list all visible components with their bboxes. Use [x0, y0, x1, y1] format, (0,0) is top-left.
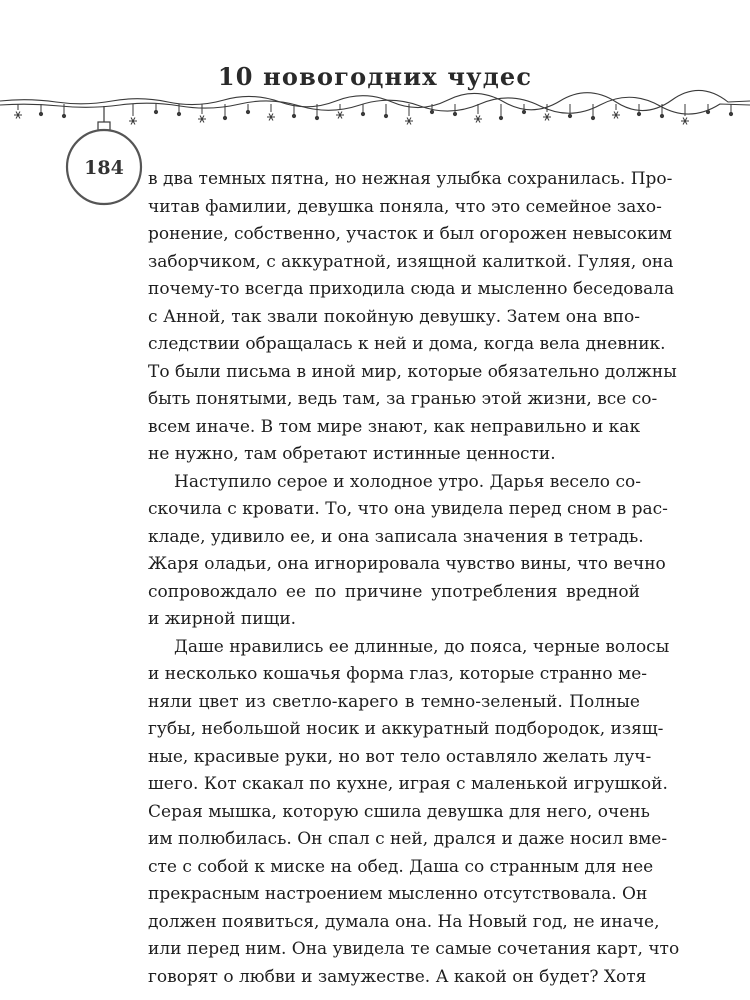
text-line: или перед ним. Она увидела те самые сочетания карт, что — [148, 939, 680, 959]
bead-icon — [361, 112, 364, 115]
bead-icon — [706, 110, 709, 113]
bead-icon — [223, 116, 226, 119]
text-line: Серая мышка, которую сшила девушка для него, очень — [148, 801, 650, 822]
snowflake-icon — [405, 118, 413, 125]
text-line: губы, небольшой носик и аккуратный подбородок, изящ- — [148, 719, 664, 739]
bead-icon — [154, 110, 157, 113]
bead-icon — [315, 116, 318, 119]
bead-icon — [177, 112, 180, 115]
paragraph — [148, 634, 680, 992]
text-line: Жаря оладьи, она игнорировала чувство вины, что вечно — [148, 554, 666, 574]
text-line: Наступило серое и холодное утро. Дарья весело со- — [174, 471, 641, 492]
text-line: ные, красивые руки, но вот тело оставляло желать луч- — [148, 746, 652, 767]
text-line: няли цвет из светло-карего в темно-зеленый. Полные — [148, 691, 640, 712]
paragraph — [148, 166, 677, 469]
bead-icon — [62, 114, 65, 117]
snowflake-icon — [474, 116, 482, 123]
text-line: следствии обращалась к ней и дома, когда вела дневник. — [148, 334, 666, 354]
bead-icon — [522, 110, 525, 113]
snowflake-icon — [14, 112, 22, 119]
text-line: читав фамилии, девушка поняла, что это семейное захо- — [148, 196, 662, 217]
bead-icon — [568, 114, 571, 117]
bead-icon — [384, 114, 387, 117]
bead-icon — [292, 114, 295, 117]
bead-icon — [499, 116, 502, 119]
text-line: кладе, удивило ее, и она записала значения в тетрадь. — [148, 526, 644, 547]
text-line: прекрасным настроением мысленно отсутствовала. Он — [148, 884, 648, 904]
snowflake-icon — [612, 112, 620, 119]
text-line: заборчиком, с аккуратной, изящной калиткой. Гуляя, она — [148, 251, 674, 272]
snowflake-icon — [543, 114, 551, 121]
body-text — [148, 166, 680, 991]
bead-icon — [637, 112, 640, 115]
text-line: То были письма в иной мир, которые обязательно должны — [148, 361, 677, 382]
text-line: шего. Кот скакал по кухне, играя с маленькой игрушкой. — [148, 774, 668, 794]
text-line: в два темных пятна, но нежная улыбка сохранилась. Про- — [148, 169, 673, 189]
text-line: сопровождало ее по причине употребления вредной — [148, 581, 640, 602]
page-number: 184 — [84, 157, 124, 179]
snowflake-icon — [129, 118, 137, 125]
text-line: и несколько кошачья форма глаз, которые странно ме- — [148, 664, 648, 684]
text-line: говорят о любви и замужестве. А какой он будет? Хотя — [148, 966, 647, 987]
bead-icon — [660, 114, 663, 117]
bead-icon — [453, 112, 456, 115]
text-line: быть понятыми, ведь там, за гранью этой жизни, все со- — [148, 389, 658, 409]
text-line: сте с собой к миске на обед. Даша со странным для нее — [148, 856, 654, 877]
text-line: должен появиться, думала она. На Новый год, не иначе, — [148, 911, 660, 932]
text-line: не нужно, там обретают истинные ценности. — [148, 444, 556, 464]
snowflake-icon — [198, 116, 206, 123]
bead-icon — [39, 112, 42, 115]
text-line: всем иначе. В том мире знают, как неправильно и как — [148, 416, 641, 437]
snowflake-icon — [267, 114, 275, 121]
text-line: и жирной пищи. — [148, 609, 297, 629]
text-line: скочила с кровати. То, что она увидела перед сном в рас- — [148, 499, 668, 519]
running-head-title: 10 новогодних чудес — [217, 62, 533, 91]
snowflake-icon — [336, 112, 344, 119]
bead-icon — [430, 110, 433, 113]
text-line: им полюбилась. Он спал с ней, дрался и даже носил вме- — [148, 829, 668, 849]
text-line: с Анной, так звали покойную девушку. Затем она впо- — [148, 306, 640, 327]
text-line: почему-то всегда приходила сюда и мысленно беседовала — [148, 279, 675, 299]
bead-icon — [246, 110, 249, 113]
paragraph — [148, 469, 668, 634]
bead-icon — [591, 116, 594, 119]
text-line: Даше нравились ее длинные, до пояса, черные волосы — [174, 636, 670, 657]
bead-icon — [729, 112, 732, 115]
text-line: ронение, собственно, участок и был огорожен невысоким — [148, 224, 672, 244]
snowflake-icon — [681, 118, 689, 125]
